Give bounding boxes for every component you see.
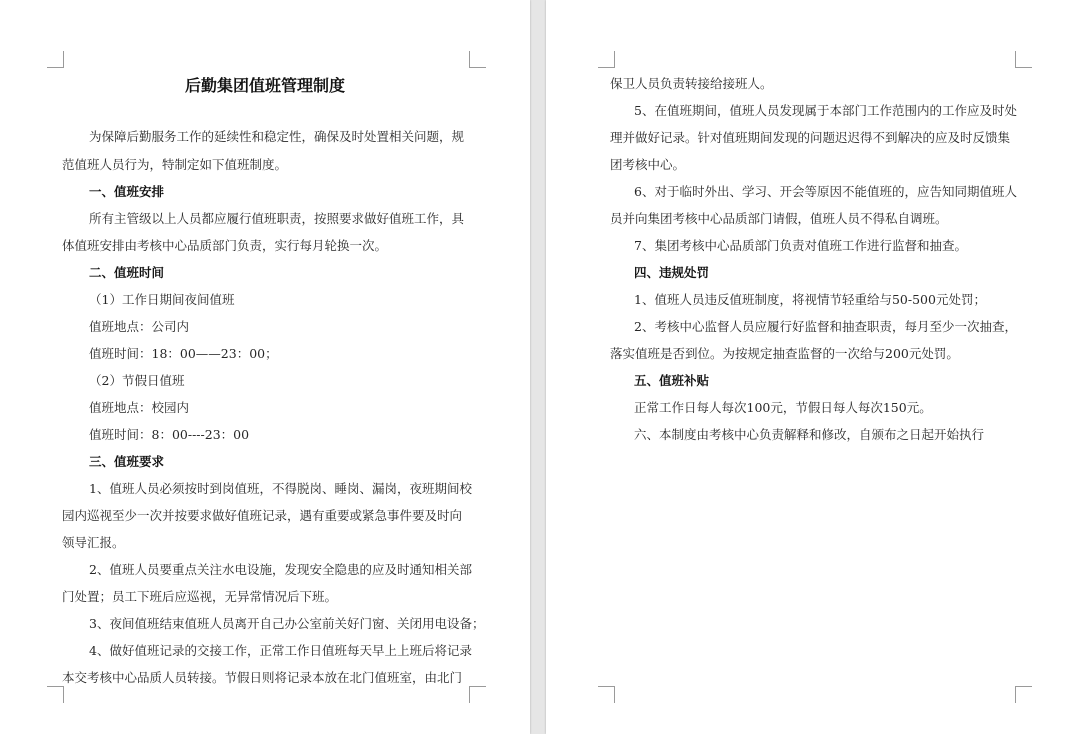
section-body-line: 3、夜间值班结束值班人员离开自己办公室前关好门窗、关闭用电设备； <box>89 616 485 631</box>
section-body-line: 园内巡视至少一次并按要求做好值班记录，遇有重要或紧急事件要及时向 <box>62 508 463 523</box>
section-body-line: 1、值班人员违反值班制度，将视情节轻重给与50-500元处罚； <box>634 292 986 307</box>
section-body-line: （2）节假日值班 <box>89 373 185 388</box>
section-body-line: 领导汇报。 <box>62 535 125 550</box>
section-heading-allowance: 五、值班补贴 <box>634 373 710 388</box>
section-body-line: 值班地点：校园内 <box>89 400 190 415</box>
section-body-line: 7、集团考核中心品质部门负责对值班工作进行监督和抽查。 <box>634 238 967 253</box>
corner-mark-bottom-left <box>47 686 64 703</box>
section-body-line: 2、值班人员要重点关注水电设施，发现安全隐患的应及时通知相关部 <box>89 562 472 577</box>
intro-line: 范值班人员行为，特制定如下值班制度。 <box>62 157 288 172</box>
section-body-line: 落实值班是否到位。为按规定抽查监督的一次给与200元处罚。 <box>610 346 959 361</box>
section-body-line: 所有主管级以上人员都应履行值班职责，按照要求做好值班工作，具 <box>89 211 465 226</box>
document-title: 后勤集团值班管理制度 <box>184 76 345 95</box>
section-body-line: 5、在值班期间，值班人员发现属于本部门工作范围内的工作应及时处 <box>634 103 1017 118</box>
corner-mark-bottom-right <box>469 686 486 703</box>
section-body-line: 六、本制度由考核中心负责解释和修改，自颁布之日起开始执行 <box>634 427 985 442</box>
section-body-line: （1）工作日期间夜间值班 <box>89 292 235 307</box>
section-body-line: 员并向集团考核中心品质部门请假，值班人员不得私自调班。 <box>610 211 948 226</box>
corner-mark-top-left <box>598 51 615 68</box>
corner-mark-bottom-left <box>598 686 615 703</box>
document-page-right <box>546 0 1080 734</box>
section-heading-schedule: 一、值班安排 <box>89 184 165 199</box>
section-body-line: 值班时间：18：00——23：00； <box>89 346 278 361</box>
section-body-line: 值班地点：公司内 <box>89 319 190 334</box>
corner-mark-top-right <box>1015 51 1032 68</box>
section-body-line: 门处置；员工下班后应巡视，无异常情况后下班。 <box>62 589 338 604</box>
section-body-line: 团考核中心。 <box>610 157 686 172</box>
corner-mark-bottom-right <box>1015 686 1032 703</box>
section-heading-requirements: 三、值班要求 <box>89 454 165 469</box>
section-body-line: 本交考核中心品质人员转接。节假日则将记录本放在北门值班室，由北门 <box>62 670 463 685</box>
corner-mark-top-left <box>47 51 64 68</box>
section-heading-penalties: 四、违规处罚 <box>634 265 710 280</box>
section-heading-time: 二、值班时间 <box>89 265 165 280</box>
section-body-line: 2、考核中心监督人员应履行好监督和抽查职责，每月至少一次抽查， <box>634 319 1017 334</box>
section-body-line: 正常工作日每人每次100元，节假日每人每次150元。 <box>634 400 932 415</box>
section-body-line: 理并做好记录。针对值班期间发现的问题迟迟得不到解决的应及时反馈集 <box>610 130 1011 145</box>
section-body-line: 1、值班人员必须按时到岗值班，不得脱岗、睡岗、漏岗，夜班期间校 <box>89 481 472 496</box>
intro-line: 为保障后勤服务工作的延续性和稳定性，确保及时处置相关问题，规 <box>89 129 465 144</box>
section-body-line: 6、对于临时外出、学习、开会等原因不能值班的，应告知同期值班人 <box>634 184 1017 199</box>
section-body-line: 体值班安排由考核中心品质部门负责，实行每月轮换一次。 <box>62 238 388 253</box>
corner-mark-top-right <box>469 51 486 68</box>
section-body-line: 值班时间：8：00----23：00 <box>89 427 250 442</box>
document-page-left <box>0 0 530 734</box>
section-body-line: 保卫人员负责转接给接班人。 <box>610 76 773 91</box>
section-body-line: 4、做好值班记录的交接工作，正常工作日值班每天早上上班后将记录 <box>89 643 472 658</box>
